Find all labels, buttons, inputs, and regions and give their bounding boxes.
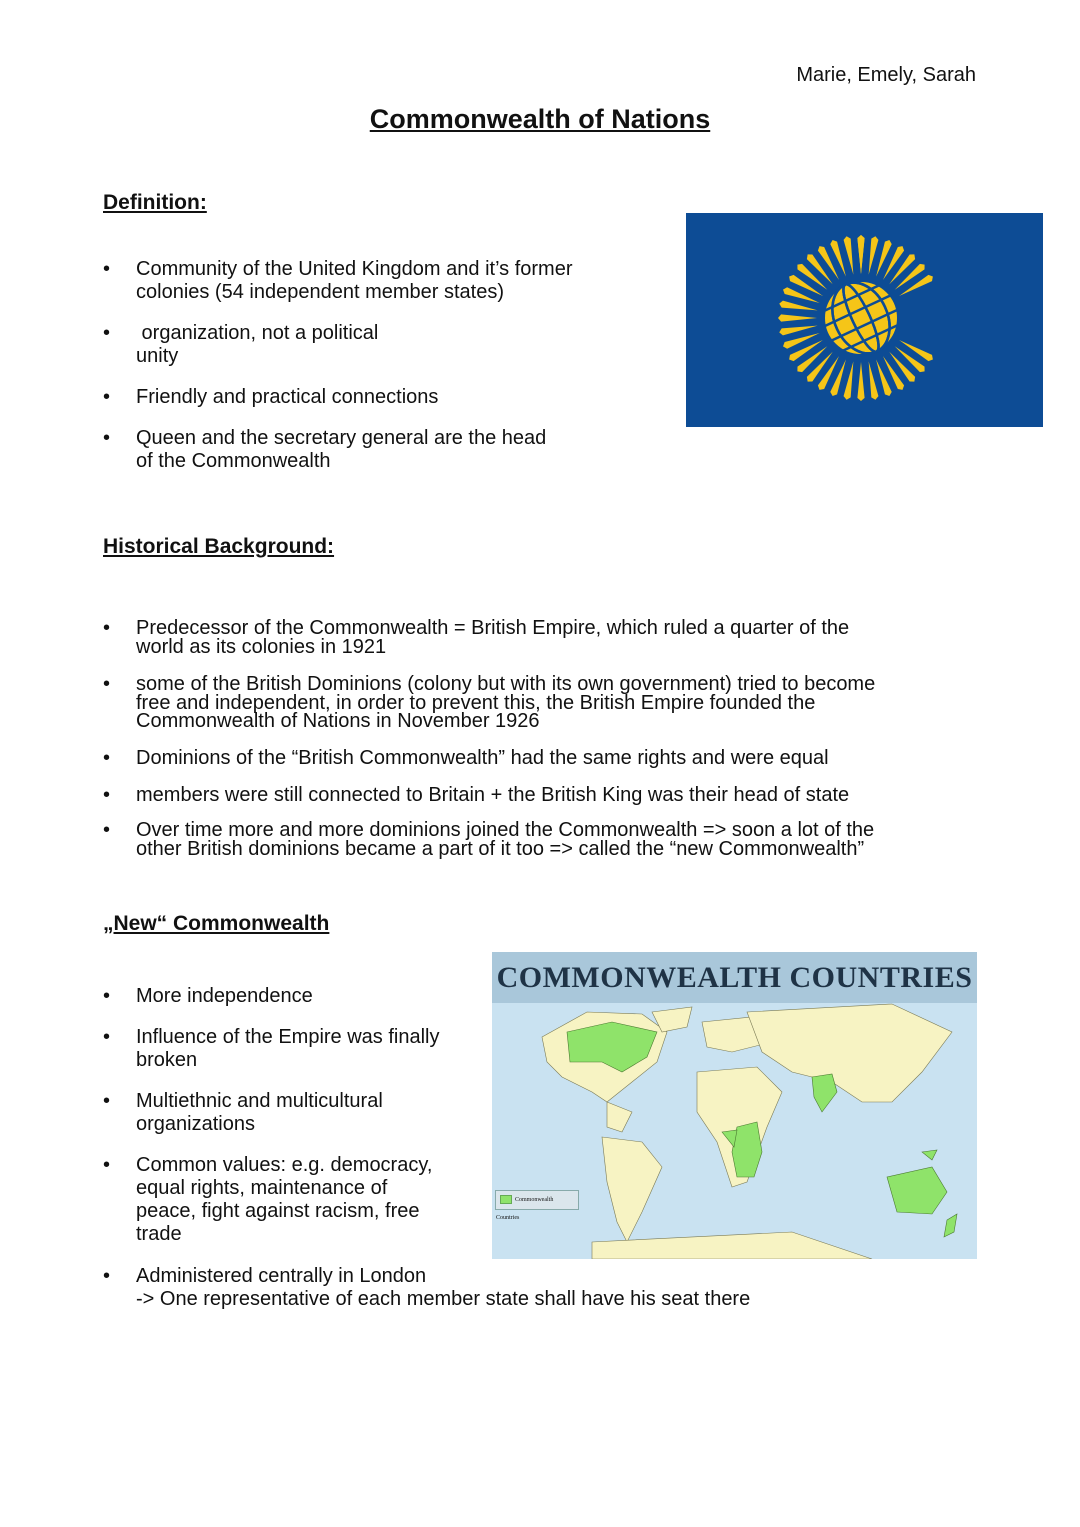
bullet-line: broken [136,1049,198,1071]
globe-icon [824,281,898,355]
bullet-icon: • [103,258,111,280]
bullet-text [136,1265,750,1311]
bullet-line: Dominions of the “British Commonwealth” had the same rights and were equal [136,747,829,769]
bullet-icon: • [103,819,111,841]
bullet-line: Administered centrally in London [136,1265,427,1287]
bullet-item [103,1090,383,1136]
bullet-line: of the Commonwealth [136,450,331,472]
bullet-line: Queen and the secretary general are the head [136,427,547,449]
bullet-item [103,386,438,409]
bullet-line: Influence of the Empire was finally [136,1026,440,1048]
bullet-text [136,747,829,770]
sun-ray [899,275,933,296]
bullet-item [103,985,313,1008]
bullet-icon: • [103,784,111,806]
bullet-text [136,985,313,1008]
bullet-item [103,675,875,731]
bullet-text [136,1154,432,1246]
bullet-text [136,427,546,473]
bullet-line: peace, fight against racism, free [136,1200,420,1222]
bullet-icon: • [103,747,111,769]
bullet-item [103,427,546,473]
bullet-line: Over time more and more dominions joined the Commonwealth => soon a lot of the [136,819,875,841]
bullet-icon: • [103,673,111,695]
sun-ray [857,362,864,401]
bullet-text [136,1090,383,1136]
bullet-line: members were still connected to Britain + the British King was their head of state [136,784,850,806]
bullet-icon: • [103,1265,111,1287]
bullet-item [103,619,849,656]
page-title: Commonwealth of Nations [369,104,711,134]
bullet-line: -> One representative of each member state shall have his seat there [136,1288,751,1310]
bullet-icon: • [103,985,111,1007]
bullet-icon: • [103,1026,111,1048]
commonwealth-flag [686,213,1043,427]
sun-ray [876,359,892,396]
commonwealth-map [492,952,977,1259]
map-title: COMMONWEALTH COUNTRIES [492,952,977,1003]
bullet-line: Community of the United Kingdom and it’s former [136,258,573,280]
bullet-text [136,675,875,731]
bullet-line: trade [136,1223,182,1245]
commonwealth-flag-emblem-icon [686,213,1043,427]
bullet-text [136,386,438,409]
sun-ray [778,314,817,321]
bullet-item [103,322,378,368]
bullet-icon: • [103,617,111,639]
bullet-icon: • [103,1154,111,1176]
bullet-icon: • [103,386,111,408]
bullet-item [103,821,874,858]
sun-ray [857,235,864,274]
sun-ray [779,326,817,336]
bullet-item [103,784,849,807]
bullet-icon: • [103,427,111,449]
bullet-line: Common values: e.g. democracy, [136,1154,433,1176]
bullet-line: unity [136,345,179,367]
bullet-line: other British dominions became a part of it too => called the “new Commonwealth” [136,837,865,860]
bullet-line: Commonwealth of Nations in November 1926 [136,710,540,732]
bullet-line: free and independent, in order to prevent this, the British Empire founded the [136,691,816,714]
sun-ray [869,236,879,274]
sun-ray [779,301,817,311]
sun-ray [844,361,854,399]
bullet-line: equal rights, maintenance of [136,1177,388,1199]
bullet-item [103,1154,432,1246]
bullet-icon: • [103,322,111,344]
sun-ray [899,340,933,361]
legend-swatch-icon [500,1195,512,1204]
bullet-item [103,1265,750,1311]
sun-ray [783,287,820,303]
sun-ray [869,361,879,399]
bullet-text [136,322,378,368]
map-legend-label: Commonwealth Countries [496,1197,554,1221]
bullet-line: Predecessor of the Commonwealth = British Empire, which ruled a quarter of the [136,617,850,639]
sun-ray [844,236,854,274]
history-heading: Historical Background: [103,535,335,558]
bullet-line: More independence [136,985,313,1007]
bullet-line: organizations [136,1113,255,1135]
authors: Marie, Emely, Sarah [796,64,976,86]
map-legend [495,1190,579,1221]
bullet-text [136,821,874,858]
bullet-item [103,258,573,304]
bullet-line: Friendly and practical connections [136,386,439,408]
bullet-icon: • [103,1090,111,1112]
bullet-text [136,1026,440,1072]
bullet-line: colonies (54 independent member states) [136,281,504,303]
bullet-item [103,747,829,770]
bullet-line: organization, not a political [136,322,379,344]
sun-ray [830,240,846,277]
sun-ray [876,240,892,277]
bullet-item [103,1026,440,1072]
new-commonwealth-heading: „New“ Commonwealth [103,912,330,935]
bullet-text [136,258,573,304]
definition-heading: Definition: [103,191,207,214]
sun-ray [830,359,846,396]
bullet-line: Multiethnic and multicultural [136,1090,383,1112]
sun-ray [783,333,820,349]
bullet-text [136,619,849,656]
bullet-text [136,784,849,807]
bullet-line: world as its colonies in 1921 [136,635,387,658]
bullet-line: some of the British Dominions (colony but with its own government) tried to become [136,673,876,695]
